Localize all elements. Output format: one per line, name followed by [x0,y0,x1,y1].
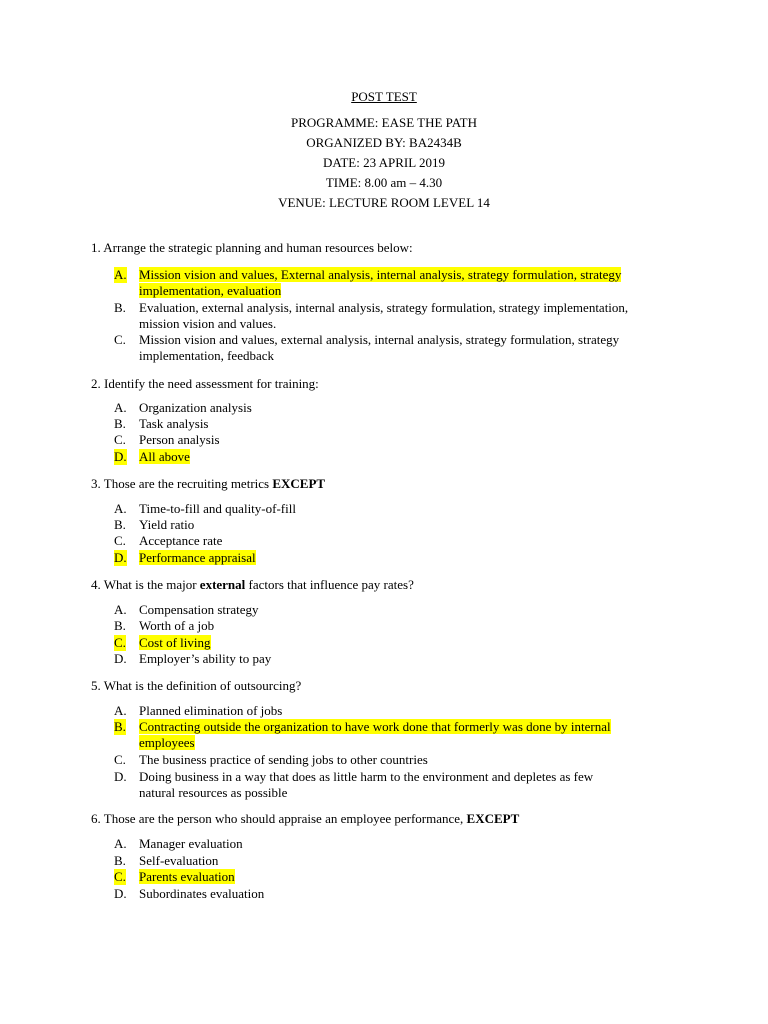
option-text [139,703,694,719]
option-text [139,400,694,416]
option-text-line: Self-evaluation [139,853,219,868]
answer-option-2-d [114,449,694,465]
option-text [139,853,694,869]
option-text [139,300,694,332]
option-text-line: Planned elimination of jobs [139,703,283,718]
option-text [139,719,694,751]
header-venue: VENUE: LECTURE ROOM LEVEL 14 [278,195,490,210]
option-text-line: implementation, feedback [139,348,275,363]
option-text-line: implementation, evaluation [139,283,282,298]
option-text [139,517,694,533]
question-text: Arrange the strategic planning and human resources below: [103,240,413,255]
option-text [139,533,694,549]
answer-option-3-d [114,550,694,566]
option-letter: A. [114,836,127,851]
answer-option-5-c [114,752,694,768]
question-2 [91,376,731,392]
option-text-line: Mission vision and values, external analysis, internal analysis, strategy formulation, strategy [139,332,620,347]
header-date: DATE: 23 APRIL 2019 [323,155,445,170]
option-letter: A. [114,501,127,516]
option-text [139,602,694,618]
option-text-line: Manager evaluation [139,836,243,851]
question-1 [91,240,731,256]
option-text [139,886,694,902]
option-text-line: Worth of a job [139,618,215,633]
option-letter: A. [114,602,127,617]
option-letter: B. [114,416,126,431]
answer-option-2-b [114,416,694,432]
option-text-line: Acceptance rate [139,533,223,548]
option-text-line: Compensation strategy [139,602,259,617]
option-letter: C. [114,533,126,548]
answer-option-1-a [114,267,694,299]
option-text [139,836,694,852]
option-letter: A. [114,267,127,282]
option-text-line: Organization analysis [139,400,252,415]
answer-option-2-c [114,432,694,448]
answer-option-4-a [114,602,694,618]
answer-option-4-b [114,618,694,634]
question-number: 2. [91,376,101,391]
question-6 [91,811,731,827]
option-text [139,449,694,465]
question-text: What is the definition of outsourcing? [103,678,302,693]
question-text: Those are the person who should appraise an employee performance, [103,811,467,826]
header-programme: PROGRAMME: EASE THE PATH [290,115,477,130]
question-text: Identify the need assessment for training: [104,376,319,391]
option-text-line: Doing business in a way that does as little harm to the environment and depletes as few [139,769,594,784]
option-text [139,869,694,885]
question-number: 3. [91,476,101,491]
question-emphasis: EXCEPT [272,476,326,491]
question-number: 5. [91,678,101,693]
option-text [139,332,694,364]
option-text [139,550,694,566]
option-letter: D. [114,550,127,565]
header-time: TIME: 8.00 am – 4.30 [325,175,443,190]
answer-option-3-a [114,501,694,517]
option-letter: B. [114,517,126,532]
answer-option-6-b [114,853,694,869]
question-3 [91,476,731,492]
option-text [139,635,694,651]
option-letter: C. [114,635,126,650]
option-letter: A. [114,400,127,415]
answer-option-3-b [114,517,694,533]
option-text-line: natural resources as possible [139,785,288,800]
option-text [139,416,694,432]
option-text [139,752,694,768]
option-letter: C. [114,869,126,884]
header-organized-by: ORGANIZED BY: BA2434B [306,135,462,150]
answer-option-4-d [114,651,694,667]
answer-option-3-c [114,533,694,549]
option-text-line: Evaluation, external analysis, internal analysis, strategy formulation, strategy implementation, [139,300,629,315]
answer-option-5-b [114,719,694,751]
option-letter: B. [114,719,126,734]
option-text-line: mission vision and values. [139,316,277,331]
option-letter: D. [114,449,127,464]
option-text-line: Yield ratio [139,517,195,532]
option-text-line: Mission vision and values, External analysis, internal analysis, strategy formulation, strategy [139,267,622,282]
answer-option-4-c [114,635,694,651]
option-text [139,501,694,517]
option-text [139,651,694,667]
question-5 [91,678,731,694]
question-4 [91,577,731,593]
question-text: What is the major [103,577,200,592]
option-letter: A. [114,703,127,718]
option-text-line: Performance appraisal [139,550,256,565]
answer-option-5-d [114,769,694,801]
answer-option-5-a [114,703,694,719]
question-emphasis: EXCEPT [466,811,520,826]
option-letter: B. [114,300,126,315]
option-letter: D. [114,651,127,666]
option-letter: C. [114,752,126,767]
page-title: POST TEST [351,89,417,104]
option-text-line: Time-to-fill and quality-of-fill [139,501,296,516]
option-text [139,267,694,299]
option-text-line: Parents evaluation [139,869,235,884]
answer-option-6-c [114,869,694,885]
answer-option-1-c [114,332,694,364]
question-number: 4. [91,577,101,592]
question-number: 1. [91,240,101,255]
option-text-line: employees [139,735,195,750]
option-text-line: Task analysis [139,416,209,431]
option-text-line: Contracting outside the organization to have work done that formerly was done by internal [139,719,611,734]
option-letter: C. [114,332,126,347]
option-text [139,432,694,448]
answer-option-6-a [114,836,694,852]
answer-option-1-b [114,300,694,332]
question-text: Those are the recruiting metrics [103,476,273,491]
question-number: 6. [91,811,101,826]
option-text-line: All above [139,449,190,464]
option-letter: C. [114,432,126,447]
option-text-line: Subordinates evaluation [139,886,265,901]
option-text-line: Employer’s ability to pay [139,651,272,666]
option-text [139,769,694,801]
option-text [139,618,694,634]
question-emphasis: external [199,577,246,592]
answer-option-6-d [114,886,694,902]
option-text-line: Person analysis [139,432,220,447]
answer-option-2-a [114,400,694,416]
option-letter: D. [114,886,127,901]
question-text-after: factors that influence pay rates? [245,577,414,592]
option-text-line: Cost of living [139,635,211,650]
option-letter: B. [114,853,126,868]
option-text-line: The business practice of sending jobs to other countries [139,752,428,767]
option-letter: B. [114,618,126,633]
option-letter: D. [114,769,127,784]
